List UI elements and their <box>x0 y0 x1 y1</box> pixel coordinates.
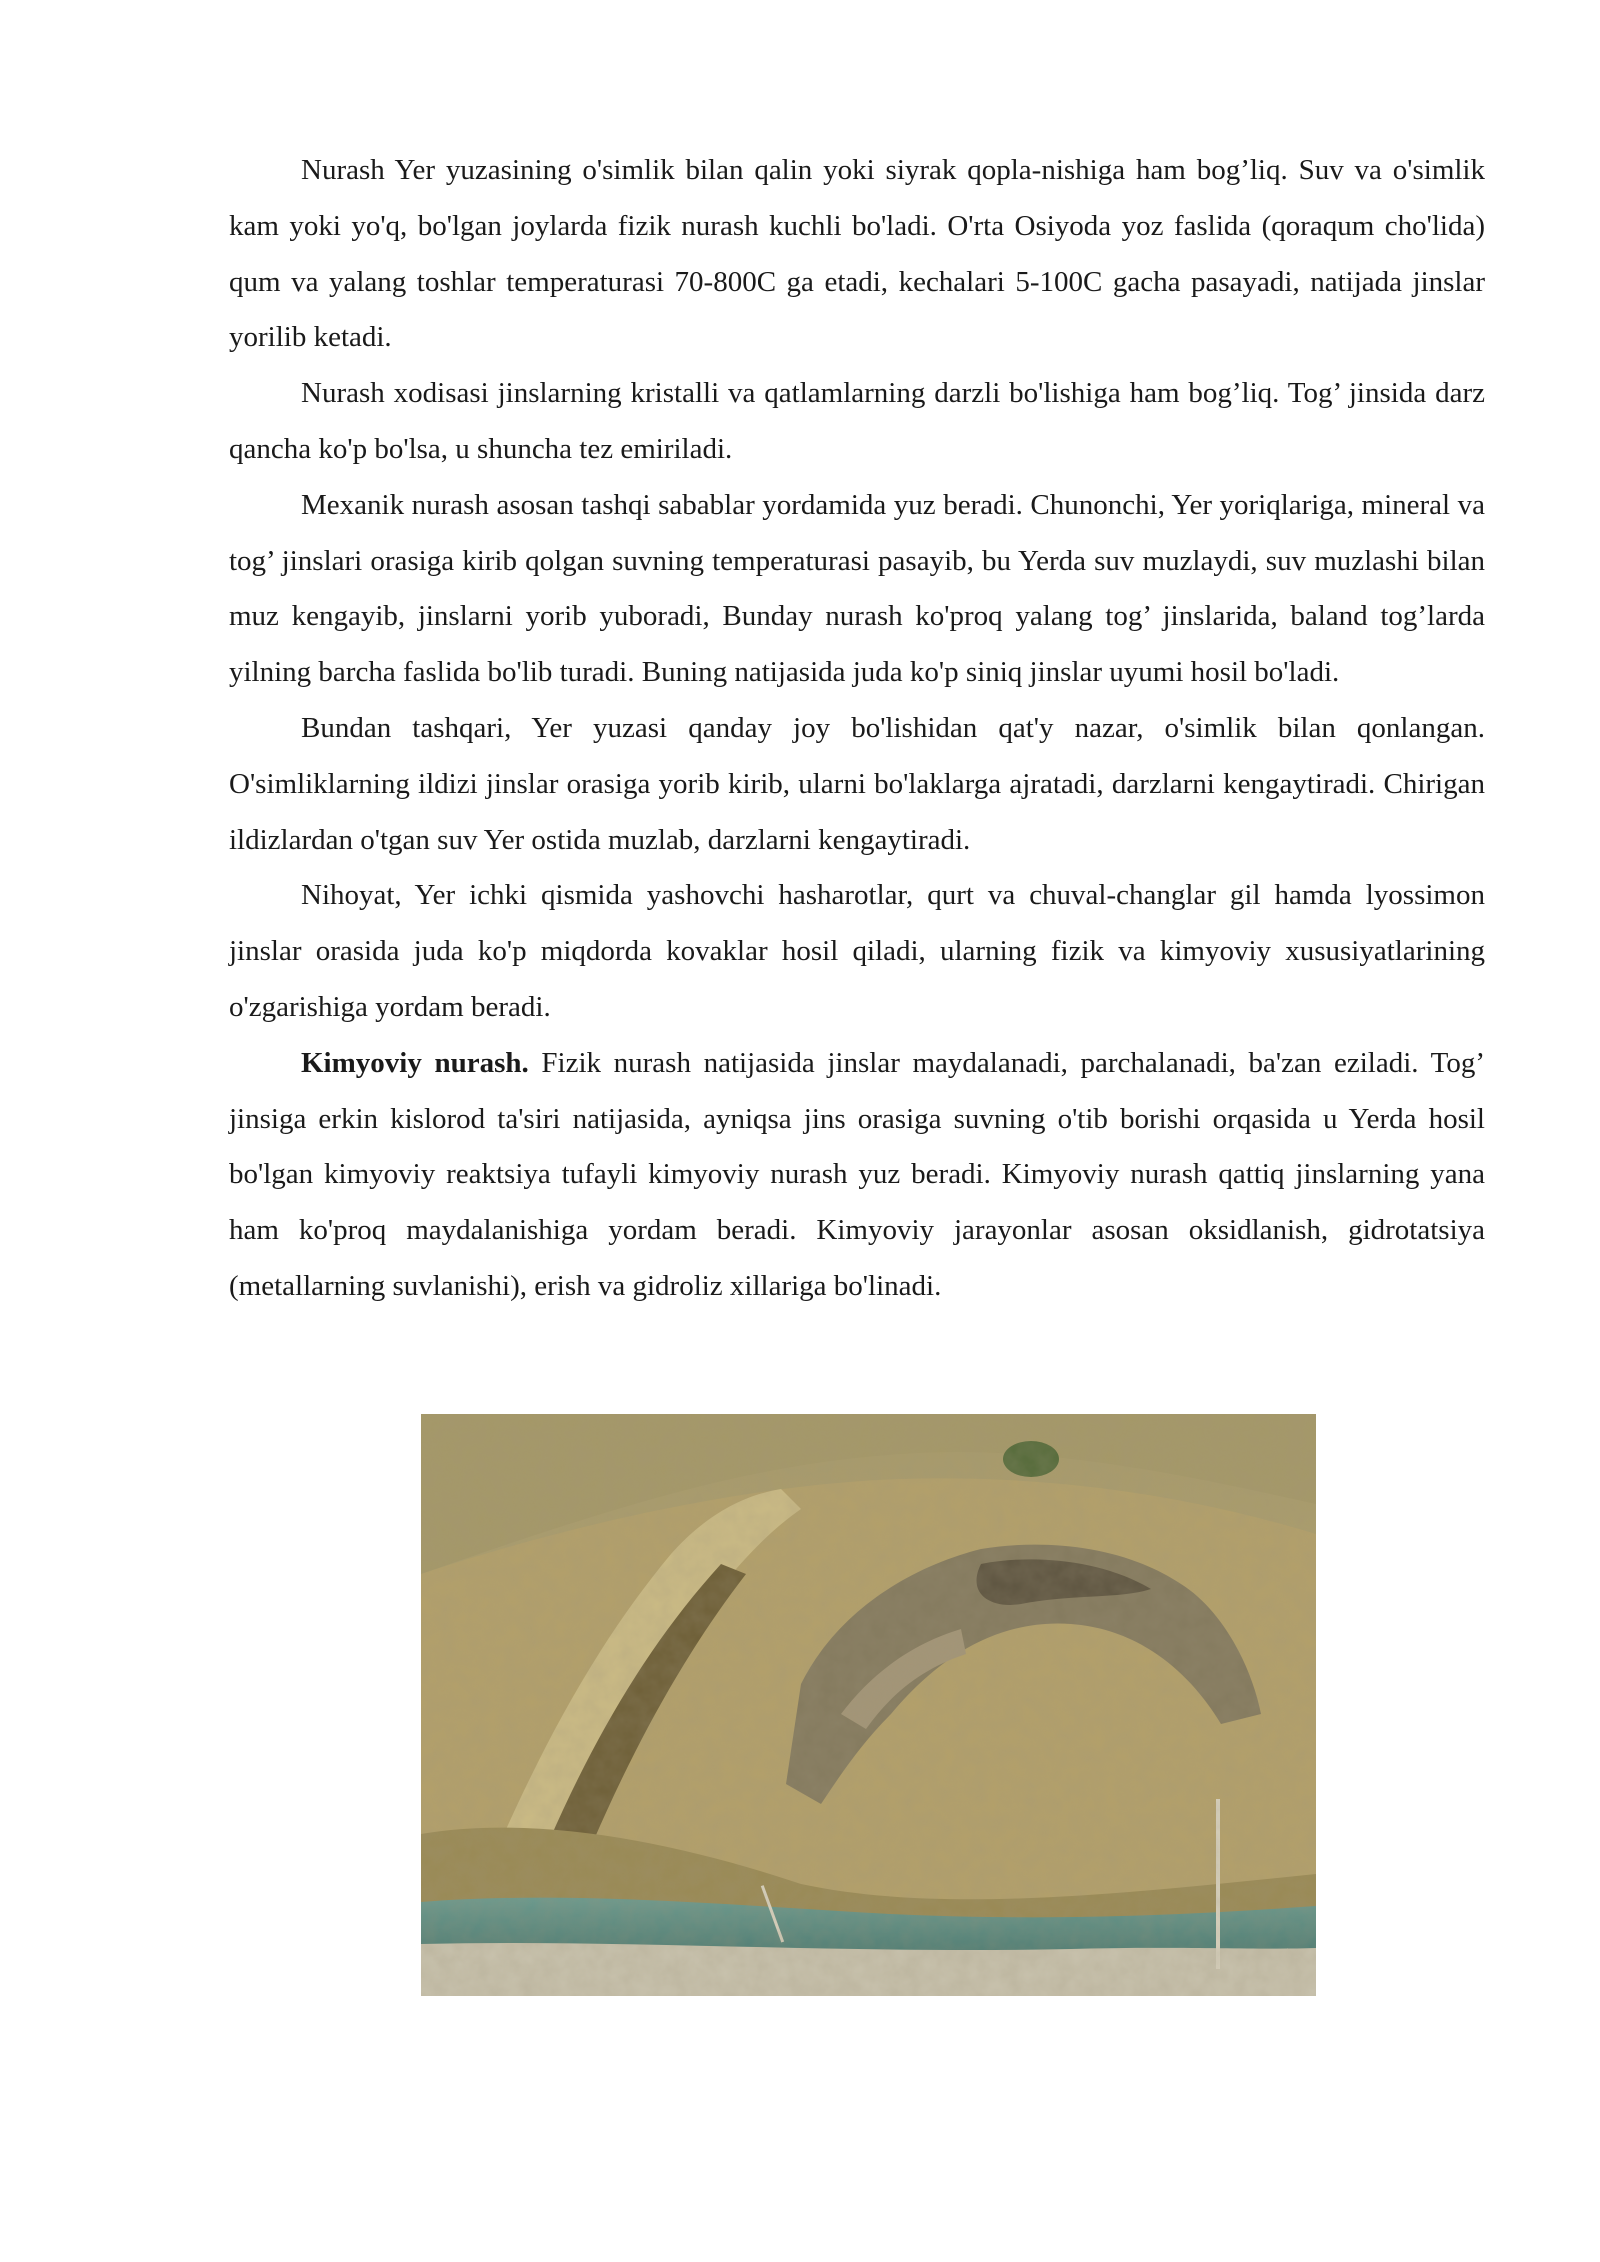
paragraph-4: Bundan tashqari, Yer yuzasi qanday joy bo'lishidan qat'y nazar, o'simlik bilan qonlangan. O'simliklarning ildizi jinslar orasiga yorib kirib, ularni bo'laklarga ajratadi, darzlarni kengaytiradi. Chirigan ildizlardan o'tgan suv Yer ostida muzlab, darzlarni kengaytiradi. <box>229 711 1485 856</box>
photo-illustration <box>421 1414 1316 1996</box>
paragraph-3: Mexanik nurash asosan tashqi sabablar yordamida yuz beradi. Chunonchi, Yer yoriqlariga, mineral va tog’ jinslari orasiga kirib qolgan suvning temperaturasi pasayib, bu Yerda suv muzlaydi, suv muzlashi bilan muz kengayib, jinslarni yorib yuboradi, Bunday nurash ko'proq yalang tog’ jinslarida, baland tog’larda yilning barcha faslida bo'lib turadi. Buning natijasida juda ko'p siniq jinslar uyumi hosil bo'ladi. <box>229 488 1485 689</box>
paragraph-1: Nurash Yer yuzasining o'simlik bilan qalin yoki siyrak qopla-nishiga ham bog’liq. Suv va o'simlik kam yoki yo'q, bo'lgan joylarda fizik nurash kuchli bo'ladi. O'rta Osiyoda yoz faslida (qoraqum cho'lida) qum va yalang toshlar temperaturasi 70-800C ga etadi, kechalari 5-100C gacha pasayadi, natijada jinslar yorilib ketadi. <box>229 154 1485 354</box>
rock-outcrop-photo <box>421 1414 1316 1996</box>
paragraph-6 <box>229 1036 1485 1315</box>
paragraph-6-text: Fizik nurash natijasida jinslar maydalanadi, parchalanadi, ba'zan eziladi. Tog’ jinsiga erkin kislorod ta'siri natijasida, ayniqsa jins orasiga suvning o'tib borishi orqasida u Yerda hosil bo'lgan kimyoviy reaktsiya tufayli kimyoviy nurash yuz beradi. Kimyoviy nurash qattiq jinslarning yana ham ko'proq maydalanishiga yordam beradi. Kimyoviy jarayonlar asosan oksidlanish, gidrotatsiya (metallarning suvlanishi), erish va gidroliz xillariga bo'linadi. <box>229 1046 1486 1302</box>
paragraph-2: Nurash xodisasi jinslarning kristalli va qatlamlarning darzli bo'lishiga ham bog’liq. Tog’ jinsida darz qancha ko'p bo'lsa, u shuncha tez emiriladi. <box>229 377 1485 465</box>
paragraph-5: Nihoyat, Yer ichki qismida yashovchi hasharotlar, qurt va chuval-changlar gil hamda lyossimon jinslar orasida juda ko'p miqdorda kovaklar hosil qiladi, ularning fizik va kimyoviy xususiyatlarining o'zgarishiga yordam beradi. <box>229 879 1485 1023</box>
section-heading: Kimyoviy nurash. <box>301 1046 529 1079</box>
body-text <box>229 143 1485 1315</box>
